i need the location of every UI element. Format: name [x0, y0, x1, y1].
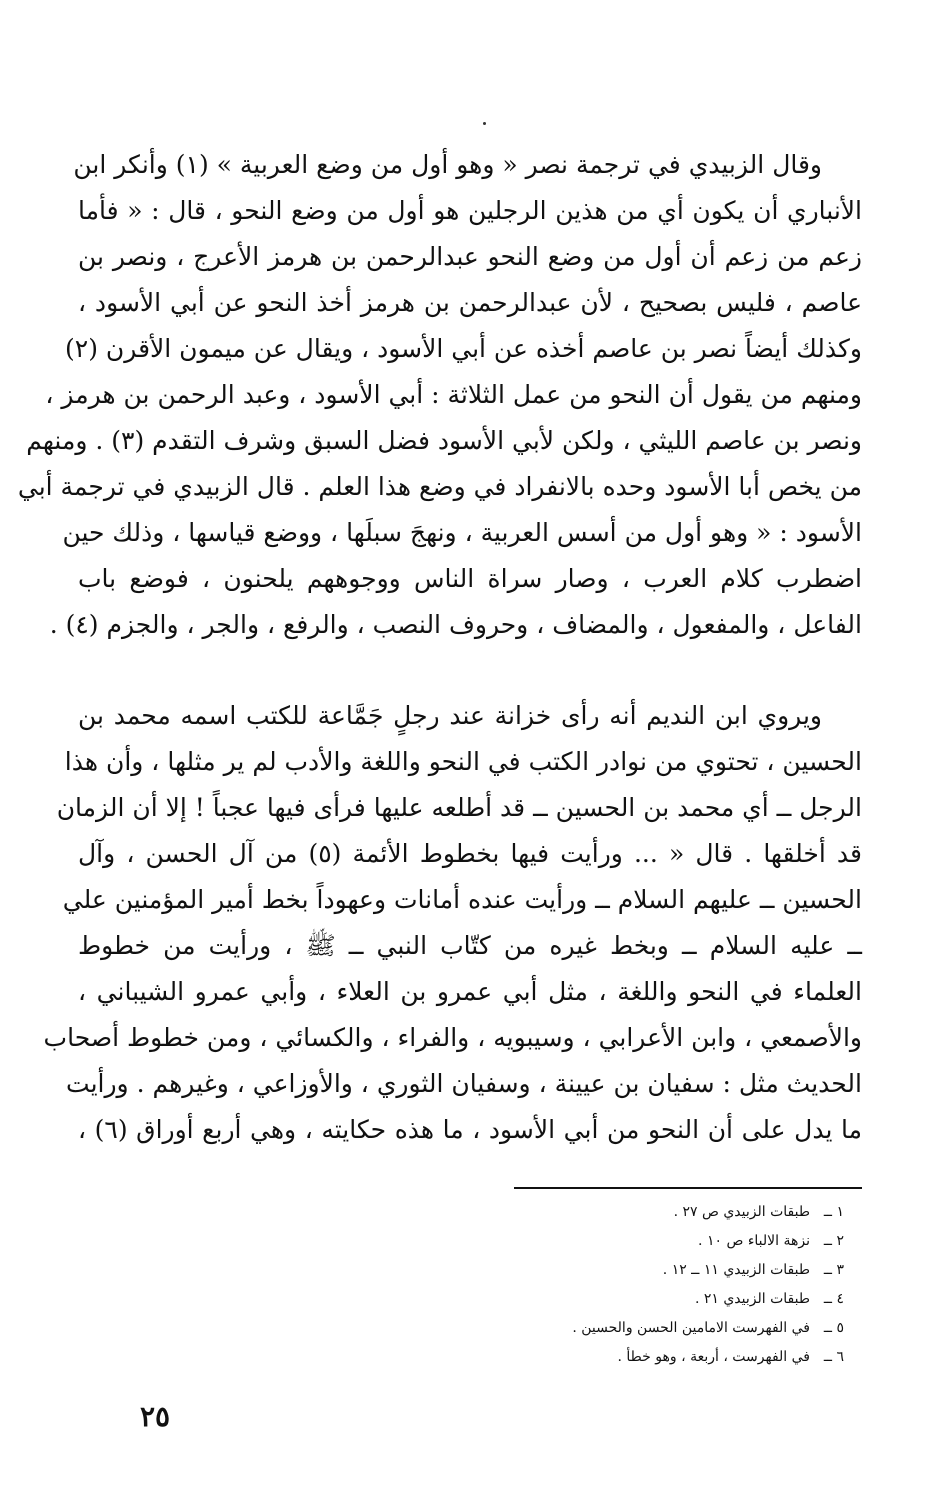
footnote-text: في الفهرست الامامين الحسن والحسين . [572, 1320, 810, 1336]
text-line: من يخص أبا الأسود وحده بالانفراد في وضع هذا العلم . قال الزبيدي في ترجمة أبي [17, 472, 862, 501]
text-line: الأنباري أن يكون أي من هذين الرجلين هو أول من وضع النحو ، قال : « فأما [78, 196, 862, 225]
text-line: ونصر بن عاصم الليثي ، ولكن لأبي الأسود فضل السبق وشرف التقدم (٣) . ومنهم [26, 426, 862, 455]
text-line: اضطرب كلام العرب ، وصار سراة الناس ووجوههم يلحنون ، فوضع باب [78, 564, 862, 593]
text-line: الأسود : « وهو أول من أسس العربية ، ونهجَ سبلَها ، ووضع قياسها ، وذلك حين [62, 518, 862, 547]
text-line: ويروي ابن النديم أنه رأى خزانة عند رجلٍ جَمَّاعة للكتب اسمه محمد بن [78, 701, 822, 730]
text-line: زعم من زعم أن أول من وضع النحو عبدالرحمن بن هرمز الأعرج ، ونصر بن [78, 242, 862, 271]
footnote-text: طبقات الزبيدي ص ٢٧ . [673, 1204, 810, 1220]
footnote-number: ٥ ــ [823, 1320, 844, 1336]
footnote-item [324, 1343, 844, 1372]
text-line: الحسين ــ عليهم السلام ــ ورأيت عنده أمانات وعهوداً بخط أمير المؤمنين علي [62, 885, 862, 914]
footnote-item [324, 1227, 844, 1256]
footnote-number: ٦ ــ [823, 1349, 844, 1365]
text-line: وكذلك أيضاً نصر بن عاصم أخذه عن أبي الأسود ، ويقال عن ميمون الأقرن (٢) [65, 334, 862, 363]
text-line: ــ عليه السلام ــ وبخط غيره من كتّاب النبي ــ ﷺ ، ورأيت من خطوط [78, 931, 862, 960]
text-line: الحديث مثل : سفيان بن عيينة ، وسفيان الثوري ، والأوزاعي ، وغيرهم . ورأيت [66, 1069, 862, 1098]
footnote-number: ٤ ــ [823, 1291, 844, 1307]
footnote-item [324, 1314, 844, 1343]
footnote-text: طبقات الزبيدي ١١ ــ ١٢ . [662, 1262, 810, 1278]
text-line: والأصمعي ، وابن الأعرابي ، وسيبويه ، والفراء ، والكسائي ، ومن خطوط أصحاب [43, 1023, 862, 1052]
text-line: وقال الزبيدي في ترجمة نصر « وهو أول من وضع العربية » (١) وأنكر ابن [73, 150, 822, 179]
text-line: الرجل ــ أي محمد بن الحسين ــ قد أطلعه عليها فرأى فيها عجباً ! إلا أن الزمان [56, 793, 862, 822]
footnote-divider [514, 1187, 862, 1189]
footnote-number: ١ ــ [823, 1204, 844, 1220]
footnote-text: في الفهرست ، أربعة ، وهو خطأ . [617, 1349, 810, 1365]
footnote-text: نزهة الالباء ص ١٠ . [698, 1233, 810, 1249]
footnote-text: طبقات الزبيدي ٢١ . [694, 1291, 810, 1307]
footnote-item [324, 1256, 844, 1285]
footnote-item [324, 1198, 844, 1227]
text-line: العلماء في النحو واللغة ، مثل أبي عمرو بن العلاء ، وأبي عمرو الشيباني ، [78, 977, 862, 1006]
text-line: ما يدل على أن النحو من أبي الأسود ، ما هذه حكايته ، وهي أربع أوراق (٦) ، [78, 1115, 862, 1144]
text-line: عاصم ، فليس بصحيح ، لأن عبدالرحمن بن هرمز أخذ النحو عن أبي الأسود ، [78, 288, 862, 317]
text-line: ومنهم من يقول أن النحو من عمل الثلاثة : أبي الأسود ، وعبد الرحمن بن هرمز ، [45, 380, 862, 409]
footnote-number: ٢ ــ [823, 1233, 844, 1249]
page-speck [483, 122, 486, 125]
page-number: ٢٥ [140, 1400, 171, 1433]
footnote-item [324, 1285, 844, 1314]
footnotes [324, 1198, 844, 1372]
text-line: قد أخلقها . قال « ... ورأيت فيها بخطوط الأئمة (٥) من آل الحسن ، وآل [78, 839, 862, 868]
footnote-number: ٣ ــ [823, 1262, 844, 1278]
paragraph-1 [17, 142, 862, 648]
text-line: الفاعل ، والمفعول ، والمضاف ، وحروف النصب ، والرفع ، والجر ، والجزم (٤) . [49, 610, 862, 639]
paragraph-2 [43, 693, 862, 1153]
text-line: الحسين ، تحتوي من نوادر الكتب في النحو واللغة والأدب لم ير مثلها ، وأن هذا [64, 747, 862, 776]
